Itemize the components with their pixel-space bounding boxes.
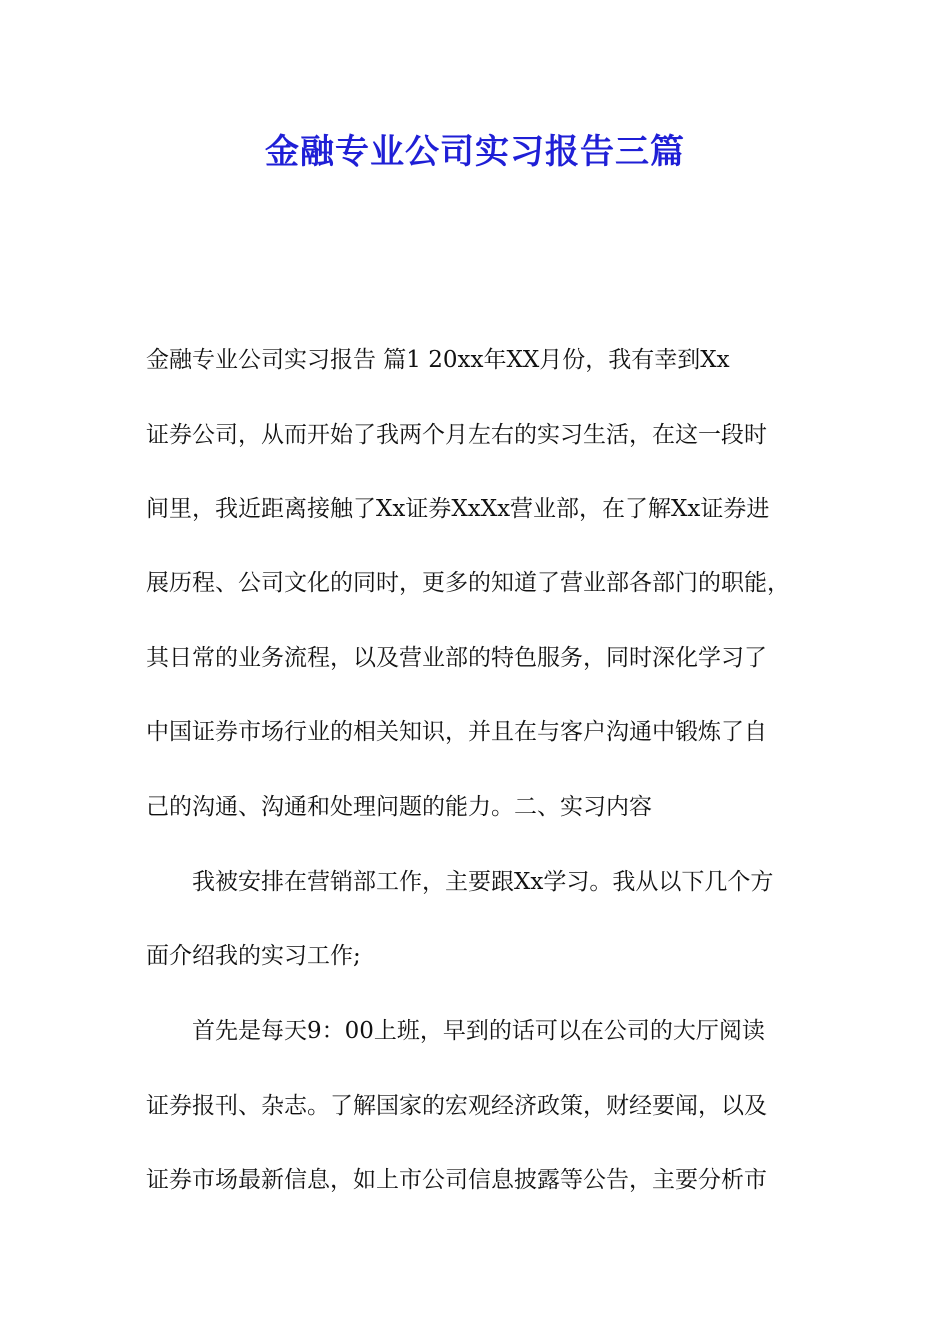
paragraph-line: 首先是每天9：00上班，早到的话可以在公司的大厅阅读 [192,1018,765,1044]
paragraph-line: 己的沟通、沟通和处理问题的能力。二、实习内容 [146,794,652,820]
paragraph-line: 我被安排在营销部工作，主要跟Xx学习。我从以下几个方 [192,869,774,895]
paragraph-line: 证券公司，从而开始了我两个月左右的实习生活，在这一段时 [146,422,767,448]
paragraph-line: 证券报刊、杂志。了解国家的宏观经济政策，财经要闻，以及 [146,1093,767,1119]
paragraph-line: 金融专业公司实习报告 篇1 20xx年XX月份，我有幸到Xx [146,347,730,373]
paragraph-line: 间里，我近距离接触了Xx证券XxXx营业部，在了解Xx证券进 [146,496,770,522]
paragraph-line: 展历程、公司文化的同时，更多的知道了营业部各部门的职能， [146,570,790,596]
paragraph-line: 面介绍我的实习工作; [146,943,361,969]
paragraph-line: 中国证券市场行业的相关知识，并且在与客户沟通中锻炼了自 [146,719,767,745]
document-title: 金融专业公司实习报告三篇 [265,132,685,172]
paragraph-line: 其日常的业务流程，以及营业部的特色服务，同时深化学习了 [146,645,767,671]
paragraph-line: 证券市场最新信息，如上市公司信息披露等公告，主要分析市 [146,1167,767,1193]
